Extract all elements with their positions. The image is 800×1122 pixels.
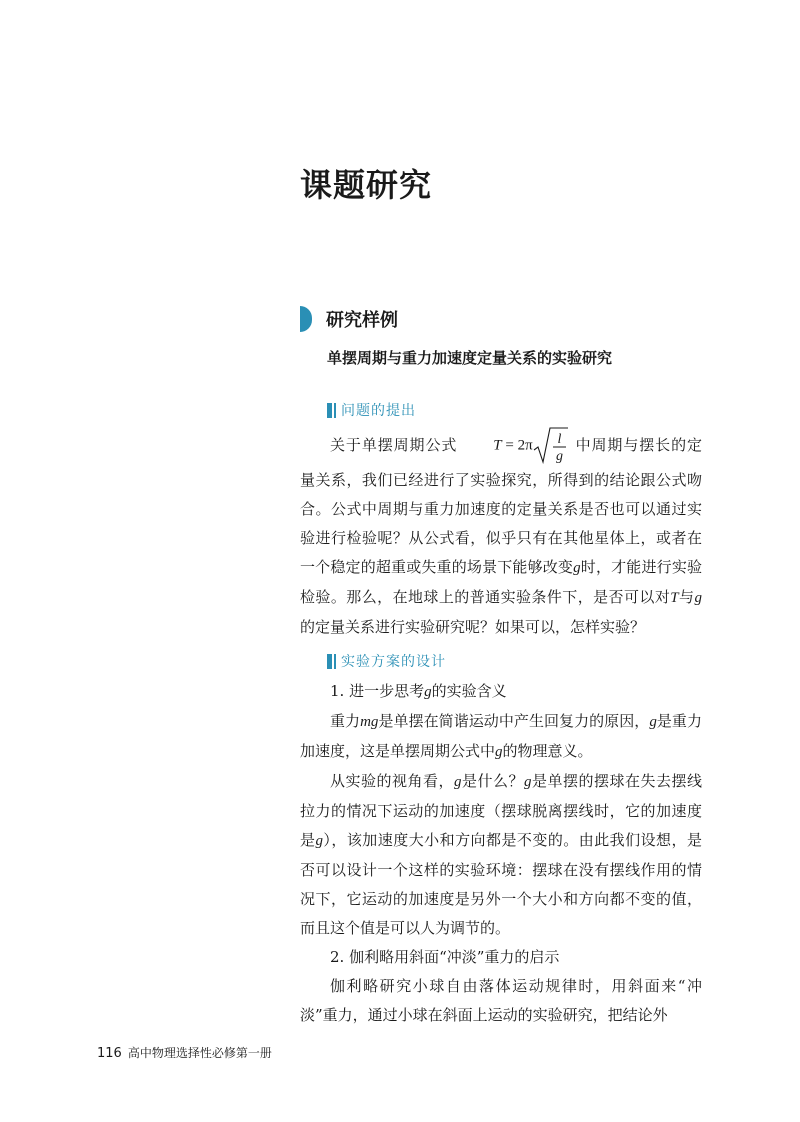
formula-denominator-g: g: [555, 449, 563, 464]
page-number: 116: [97, 1046, 122, 1061]
page-footer: [97, 1044, 272, 1061]
period-formula: T = 2π l g: [463, 426, 568, 466]
subheading-problem-text: 问题的提出: [341, 403, 416, 419]
problem-paragraph: 关于单摆周期公式 T = 2π l g 中周期与摆长的定量关系，我们已经进行了实验探究，所得到的结论跟公式吻合。公式中周期与重力加速度的定量关系是否也可以通过实验进行检验呢？从公式看，似乎只有在其他星体上，或者在一个稳定的超重或失重的场景下能够改变g时，才能进行实验检验。那么，在地球上的普通实验条件下，是否可以对T与g的定量关系进行实验研究呢？如果可以，怎样实验？: [300, 426, 702, 642]
subheading-marker-icon: [327, 654, 336, 669]
book-title: 高中物理选择性必修第一册: [127, 1046, 272, 1060]
subheading-design-text: 实验方案的设计: [341, 654, 446, 670]
design-paragraph-1: 重力mg是单摆在简谐运动中产生回复力的原因，g是重力加速度，这是单摆周期公式中g的物理意义。: [300, 712, 702, 760]
sqrt-fraction-icon: [533, 426, 569, 466]
design-paragraph-3: 伽利略研究小球自由落体运动规律时，用斜面来“冲淡”重力，通过小球在斜面上运动的实验研究，把结论外: [300, 977, 702, 1024]
problem-body: [300, 426, 702, 642]
section-heading-text: 研究样例: [326, 310, 398, 331]
design-item-2: 2. 伽利略用斜面“冲淡”重力的启示: [330, 948, 560, 966]
subheading-marker-icon: [327, 403, 336, 418]
design-item-1: 1. 进一步思考g的实验含义: [330, 682, 507, 700]
design-paragraph-2: 从实验的视角看，g是什么？g是单摆的摆球在失去摆线拉力的情况下运动的加速度（摆球脱离摆线时，它的加速度是g），该加速度大小和方向都是不变的。由此我们设想，是否可以设计一个这样的实验环境：摆球在没有摆线作用的情况下，它运动的加速度是另外一个大小和方向都不变的值，而且这个值是可以人为调节的。: [300, 772, 702, 937]
design-body: [300, 677, 702, 1030]
study-title: 单摆周期与重力加速度定量关系的实验研究: [327, 349, 613, 367]
subheading-design: [327, 651, 446, 671]
section-heading: [300, 304, 398, 334]
subheading-problem: [327, 400, 416, 420]
page-title: 课题研究: [300, 166, 433, 204]
formula-numerator-l: l: [557, 432, 562, 447]
section-marker-icon: [300, 306, 312, 332]
